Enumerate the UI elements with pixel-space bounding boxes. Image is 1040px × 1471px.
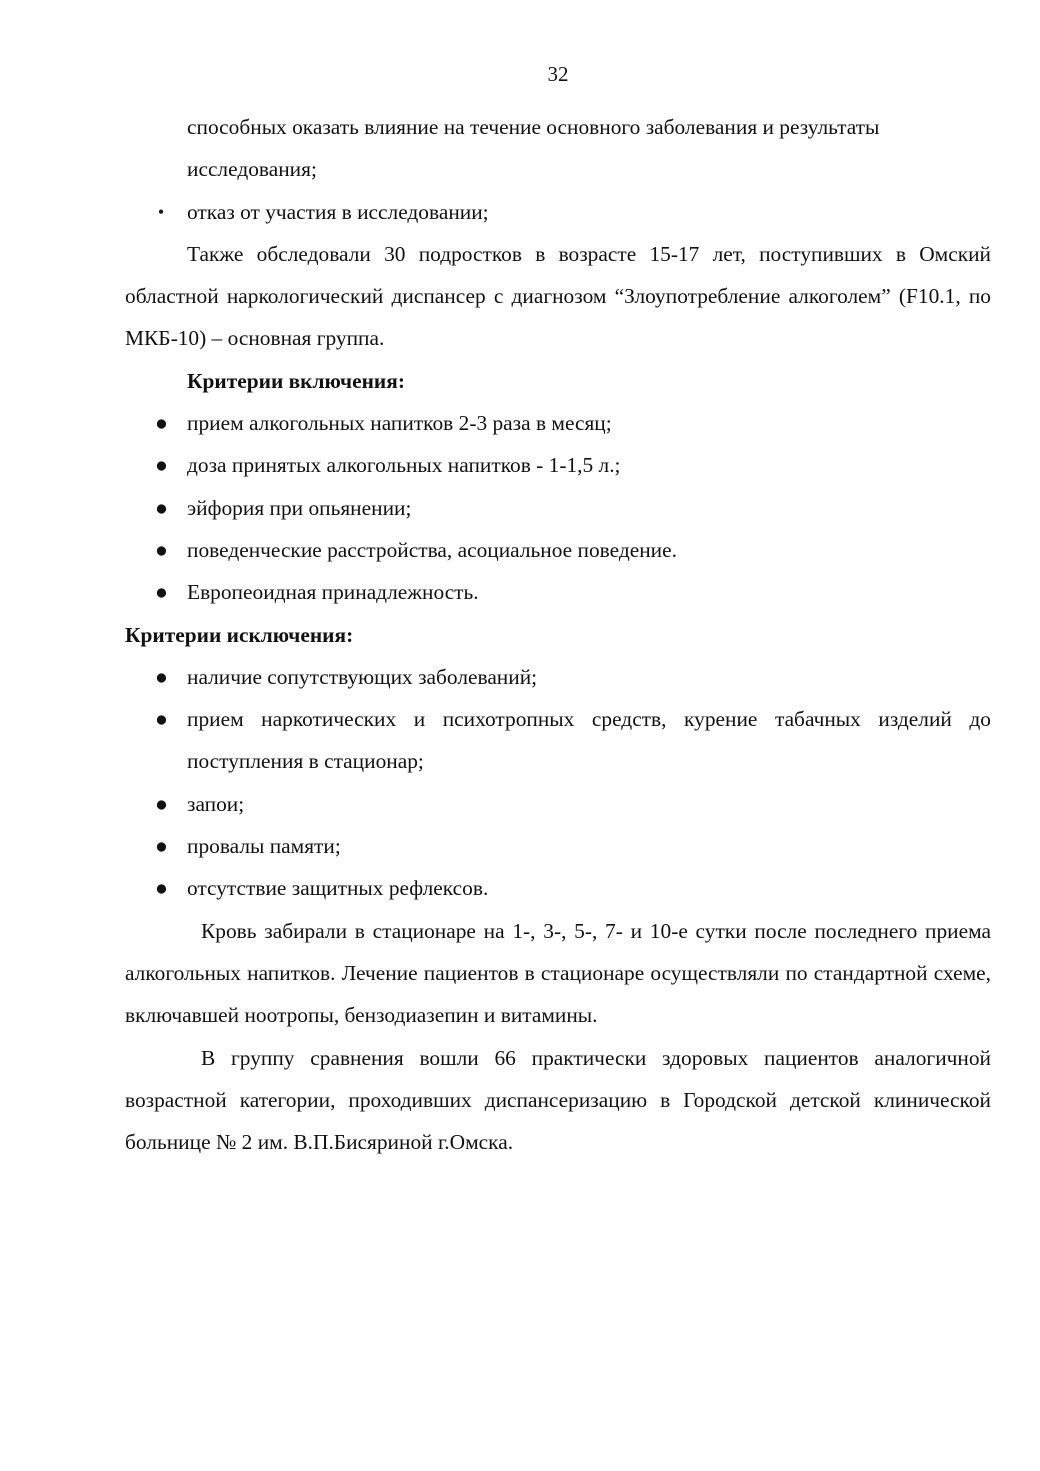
list-item-text: прием наркотических и психотропных средств, курение табачных изделий до поступления в стационар;	[187, 707, 991, 774]
list-item-text: отсутствие защитных рефлексов.	[187, 876, 489, 901]
paragraph-comparison-group: В группу сравнения вошли 66 практически здоровых пациентов аналогичной возрастной категории, проходивших диспансеризацию в Городской детской клинической больнице № 2 им. В.П.Бисяриной г.Омска.	[125, 1045, 991, 1155]
list-item-text: отказ от участия в исследовании;	[187, 199, 489, 224]
bullet-icon: ●	[155, 876, 168, 901]
refusal-list	[125, 191, 991, 233]
list-item-text: доза принятых алкогольных напитков - 1-1,5 л.;	[187, 453, 621, 478]
list-item-text: Европеоидная принадлежность.	[187, 580, 479, 605]
bullet-icon: ●	[155, 707, 168, 732]
continuation-text: способных оказать влияние на течение основного заболевания и результаты исследования;	[187, 115, 880, 182]
list-item-text: поведенческие расстройства, асоциальное поведение.	[187, 537, 677, 562]
bullet-icon: •	[157, 201, 165, 222]
bullet-icon: ●	[155, 411, 168, 436]
list-item	[125, 487, 991, 529]
list-item-text: провалы памяти;	[187, 834, 341, 859]
list-item	[125, 529, 991, 571]
bullet-icon: ●	[155, 791, 168, 816]
bullet-icon: ●	[155, 834, 168, 859]
page-number: 32	[547, 62, 569, 86]
list-item-text: запои;	[187, 791, 245, 816]
list-item	[125, 867, 991, 909]
list-item	[125, 656, 991, 698]
list-item-text: прием алкогольных напитков 2-3 раза в месяц;	[187, 411, 612, 436]
exclusion-heading: Критерии исключения:	[125, 622, 354, 647]
list-item-text: наличие сопутствующих заболеваний;	[187, 664, 538, 689]
bullet-icon: ●	[155, 664, 168, 689]
list-item	[125, 825, 991, 867]
paragraph-blood-sampling: Кровь забирали в стационаре на 1-, 3-, 5-, 7- и 10-е сутки после последнего приема алкогольных напитков. Лечение пациентов в стационаре осуществляли по стандартной схеме, включавшей ноотропы, бензодиазепин и витамины.	[125, 918, 991, 1028]
list-item	[125, 571, 991, 613]
bullet-icon: ●	[155, 495, 168, 520]
inclusion-list	[125, 402, 991, 613]
bullet-icon: ●	[155, 453, 168, 478]
list-item	[125, 698, 991, 783]
exclusion-list	[125, 656, 991, 910]
list-item-text: эйфория при опьянении;	[187, 495, 412, 520]
page-content	[125, 106, 991, 1163]
list-item	[125, 402, 991, 444]
list-item	[125, 444, 991, 486]
paragraph-main-group: Также обследовали 30 подростков в возрасте 15-17 лет, поступивших в Омский областной наркологический диспансер с диагнозом “Злоупотребление алкоголем” (F10.1, по МКБ-10) – основная группа.	[125, 241, 991, 351]
inclusion-heading: Критерии включения:	[187, 368, 405, 393]
bullet-icon: ●	[155, 580, 168, 605]
list-item	[125, 783, 991, 825]
list-item	[125, 191, 991, 233]
bullet-icon: ●	[155, 537, 168, 562]
